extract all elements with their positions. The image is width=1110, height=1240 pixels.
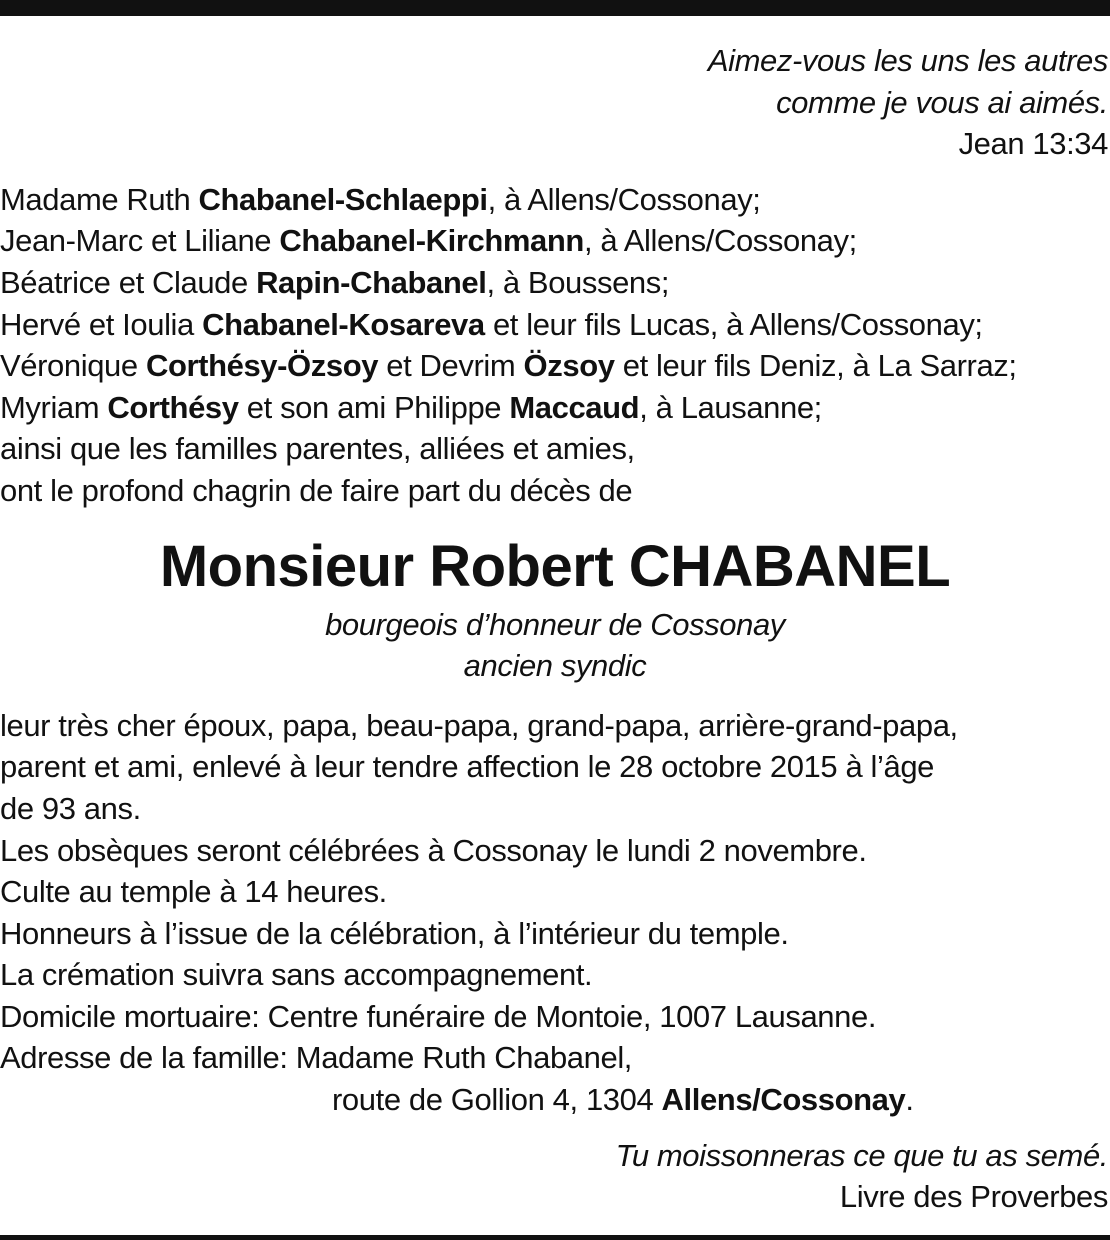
family-line-2: Jean-Marc et Liliane Chabanel-Kirchmann, à Allens/Cossonay; [0,223,857,259]
family-list [0,179,1110,512]
family-line-1: Madame Ruth Chabanel-Schlaeppi, à Allens/Cossonay; [0,181,761,217]
family-line-5: Véronique Corthésy-Özsoy et Devrim Özsoy et leur fils Deniz, à La Sarraz; [0,348,1017,384]
header-quote-line-2: comme je vous ai aimés. [776,84,1108,120]
footer-quote-reference: Livre des Proverbes [839,1179,1108,1215]
family-address: route de Gollion 4, 1304 Allens/Cossonay. [332,1082,914,1118]
family-line-6: Myriam Corthésy et son ami Philippe Maccaud, à Lausanne; [0,389,822,425]
body-line-2: parent et ami, enlevé à leur tendre affection le 28 octobre 2015 à l’âge [0,749,935,785]
body-line-6: Honneurs à l’issue de la célébration, à l’intérieur du temple. [0,915,789,951]
body-line-3: de 93 ans. [0,790,141,826]
top-border [0,0,1110,16]
obituary-notice [0,40,1110,1218]
deceased-title-2: ancien syndic [463,648,647,684]
family-line-3: Béatrice et Claude Rapin-Chabanel, à Boussens; [0,264,670,300]
body-line-4: Les obsèques seront célébrées à Cossonay le lundi 2 novembre. [0,832,867,868]
bottom-border [0,1235,1110,1240]
body-line-8: Domicile mortuaire: Centre funéraire de Montoie, 1007 Lausanne. [0,998,877,1034]
body-line-1: leur très cher époux, papa, beau-papa, grand-papa, arrière-grand-papa, [0,707,958,743]
body-line-7: La crémation suivra sans accompagnement. [0,957,593,993]
deceased-title-1: bourgeois d’honneur de Cossonay [325,606,785,642]
body-line-9: Adresse de la famille: Madame Ruth Chabanel, [0,1040,633,1076]
header-quote [0,40,1110,165]
intro-line-2: ont le profond chagrin de faire part du décès de [0,472,633,508]
intro-line-1: ainsi que les familles parentes, alliées et amies, [0,431,635,467]
header-quote-line-1: Aimez-vous les uns les autres [707,43,1108,78]
footer-quote [0,1135,1110,1218]
family-line-4: Hervé et Ioulia Chabanel-Kosareva et leur fils Lucas, à Allens/Cossonay; [0,306,983,342]
footer-quote-line-1: Tu moissonneras ce que tu as semé. [615,1137,1108,1173]
deceased-name: Monsieur Robert CHABANEL [159,533,951,599]
notice-body [0,705,1110,1121]
body-line-5: Culte au temple à 14 heures. [0,874,387,910]
header-quote-reference: Jean 13:34 [958,126,1108,162]
